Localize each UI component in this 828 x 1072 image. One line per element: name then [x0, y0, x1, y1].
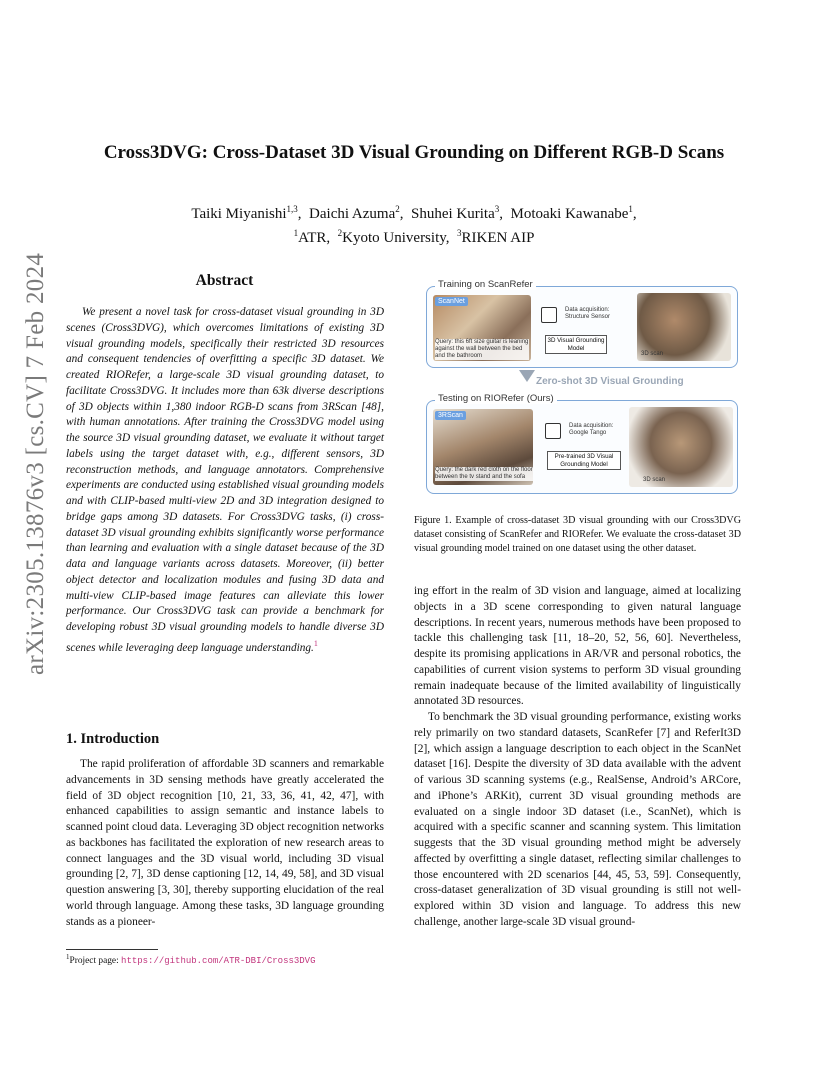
abstract-body	[66, 305, 384, 656]
affiliation-list	[0, 224, 828, 248]
training-panel-title: Training on ScanRefer	[435, 279, 536, 290]
author-block	[0, 200, 828, 248]
figure-1	[422, 278, 740, 496]
testing-panel	[426, 393, 738, 494]
author: Shuhei Kurita$^3$,	[411, 204, 504, 222]
google-tango-icon	[545, 423, 561, 439]
testing-query: Query: the dark red cloth on the floor between the tv stand and the sofa	[435, 467, 533, 480]
down-arrow-icon	[519, 370, 535, 382]
paper-title: Cross3DVG: Cross-Dataset 3D Visual Grounding on Different RGB-D Scans	[103, 142, 725, 163]
3rscan-tag: 3RScan	[435, 411, 466, 420]
pretrained-model-box: Pre-trained 3D Visual Grounding Model	[547, 451, 621, 470]
training-query: Query: this 6ft size guitar is leaning against the wall between the bed and the bathroom	[435, 339, 529, 359]
training-panel	[426, 279, 738, 368]
author: Taiki Miyanishi$^{1,3}$,	[191, 204, 302, 222]
zero-shot-label: Zero-shot 3D Visual Grounding	[536, 376, 684, 387]
testing-sensor-label: Data acquisition: Google Tango	[569, 423, 614, 436]
3rscan-3d-scan-image	[629, 407, 733, 487]
author: Daichi Azuma$^2$,	[309, 204, 404, 222]
section-heading-introduction: 1. Introduction	[66, 731, 160, 747]
intro-paragraph-1: The rapid proliferation of affordable 3D scanners and remarkable advancements in 3D sensing methods have greatly accelerated the field of 3D object recognition [10, 21, 33, 36, 41, 42, 47], with enhanced capabilities to assign semantic and instance labels to scanned point cloud data. Leveraging 3D object recognition networks as backbones has facilitated the exploration of new research areas to connect languages and the 3D visual world, including 3D visual grounding [2, 7], 3D dense captioning [12, 14, 49, 58], and 3D visual question answering [3, 30], thereby supporting elucidation of the real world through language. Among these tasks, 3D language grounding stands as a pioneer-	[66, 758, 384, 928]
structure-sensor-icon	[541, 307, 557, 323]
scannet-tag: ScanNet	[435, 297, 468, 306]
footnote: $^1$Project page: https://github.com/ATR-DBI/Cross3DVG	[66, 953, 316, 967]
abstract-text: We present a novel task for cross-dataset visual grounding in 3D scenes (Cross3DVG), which overcomes limitations of existing 3D visual grounding models, specifically their restricted 3D resources and consequent tendencies of overfitting a specific 3D dataset. We created RIORefer, a large-scale 3D visual grounding dataset, to facilitate Cross3DVG. It includes more than 63k diverse descriptions of 3D objects within 1,380 indoor RGB-D scans from 3RScan [48], with human annotations. After training the Cross3DVG model using the source 3D visual grounding dataset, we evaluate it without target labels using the target dataset with, e.g., different sensors, 3D reconstruction methods, and language annotators. Comprehensive experiments are conducted using established visual grounding models and with CLIP-based multi-view 2D and 3D integration designed to bridge gaps among 3D datasets. For Cross3DVG tasks, (i) cross-dataset 3D visual grounding exhibits significantly worse performance than learning and evaluation with a single dataset because of the 3D data and language variants across datasets. Moreover, (ii) better object detector and localization modules and fusing 3D data and multi-view CLIP-based image features can alleviate this lower performance. Our Cross3DVG task can provide a benchmark for developing robust 3D visual grounding models to handle diverse 3D scenes while leveraging deep language understanding.	[66, 306, 384, 654]
abstract-heading: Abstract	[195, 272, 254, 289]
intro-paragraph-1-continued: ing effort in the realm of 3D vision and language, aimed at localizing objects in a 3D scene corresponding to given natural language descriptions. In recent years, numerous methods have been proposed to tackle this challenging task [11, 18–20, 52, 56, 60]. Nevertheless, despite its promising applications in AR/VR and personal robotics, the capabilities of current vision systems to perform 3D visual grounding remain inadequate because of the limited availability of linguistically annotated 3D resources.	[414, 585, 741, 708]
author: Motoaki Kawanabe$^1$,	[510, 204, 637, 222]
figure-1-caption: Figure 1. Example of cross-dataset 3D visual grounding with our Cross3DVG dataset consisting of ScanRefer and RIORefer. We evaluate the cross-dataset 3D visual grounding model trained on one dataset using the other dataset.	[414, 515, 741, 554]
training-sensor-label: Data acquisition: Structure Sensor	[565, 307, 611, 320]
affiliation: $^2$Kyoto University,	[337, 228, 450, 246]
training-scan-label: 3D scan	[641, 351, 664, 357]
footnote-marker[interactable]: 1	[313, 638, 318, 648]
visual-grounding-model-box: 3D Visual Grounding Model	[545, 335, 607, 354]
author-list	[0, 200, 828, 224]
project-url-link[interactable]: https://github.com/ATR-DBI/Cross3DVG	[121, 956, 316, 967]
testing-panel-title: Testing on RIORefer (Ours)	[435, 393, 557, 404]
intro-paragraph-2: To benchmark the 3D visual grounding performance, existing works rely primarily on two standard datasets, ScanRefer [7] and ReferIt3D [2], which assign a language description to each object in the ScanNet dataset [16]. Despite the diversity of 3D data available with the advent of various 3D scanning systems (e.g., RealSense, Android’s ARCore, and iPhone’s ARKit), current 3D visual grounding methods are evaluated on a single indoor 3D dataset (i.e., ScanNet), which is acquired with a specific scanner and scanning system. This limitation suggests that the 3D visual grounding method might be adversely affected by overfitting a single dataset, reflecting similar challenges to those encountered with 2D scenarios [44, 45, 53, 59]. Consequently, cross-dataset generalization of 3D visual grounding is still not well-explored within 3D vision and language. To address this new challenge, another large-scale 3D visual ground-	[414, 711, 741, 928]
affiliation: $^3$RIKEN AIP	[457, 228, 535, 246]
footnote-rule	[66, 949, 158, 950]
intro-right-column	[414, 584, 741, 954]
testing-scan-label: 3D scan	[643, 477, 666, 483]
affiliation: $^1$ATR,	[293, 228, 331, 246]
intro-left-column	[66, 757, 384, 945]
arxiv-identifier: arXiv:2305.13876v3 [cs.CV] 7 Feb 2024	[22, 252, 49, 675]
